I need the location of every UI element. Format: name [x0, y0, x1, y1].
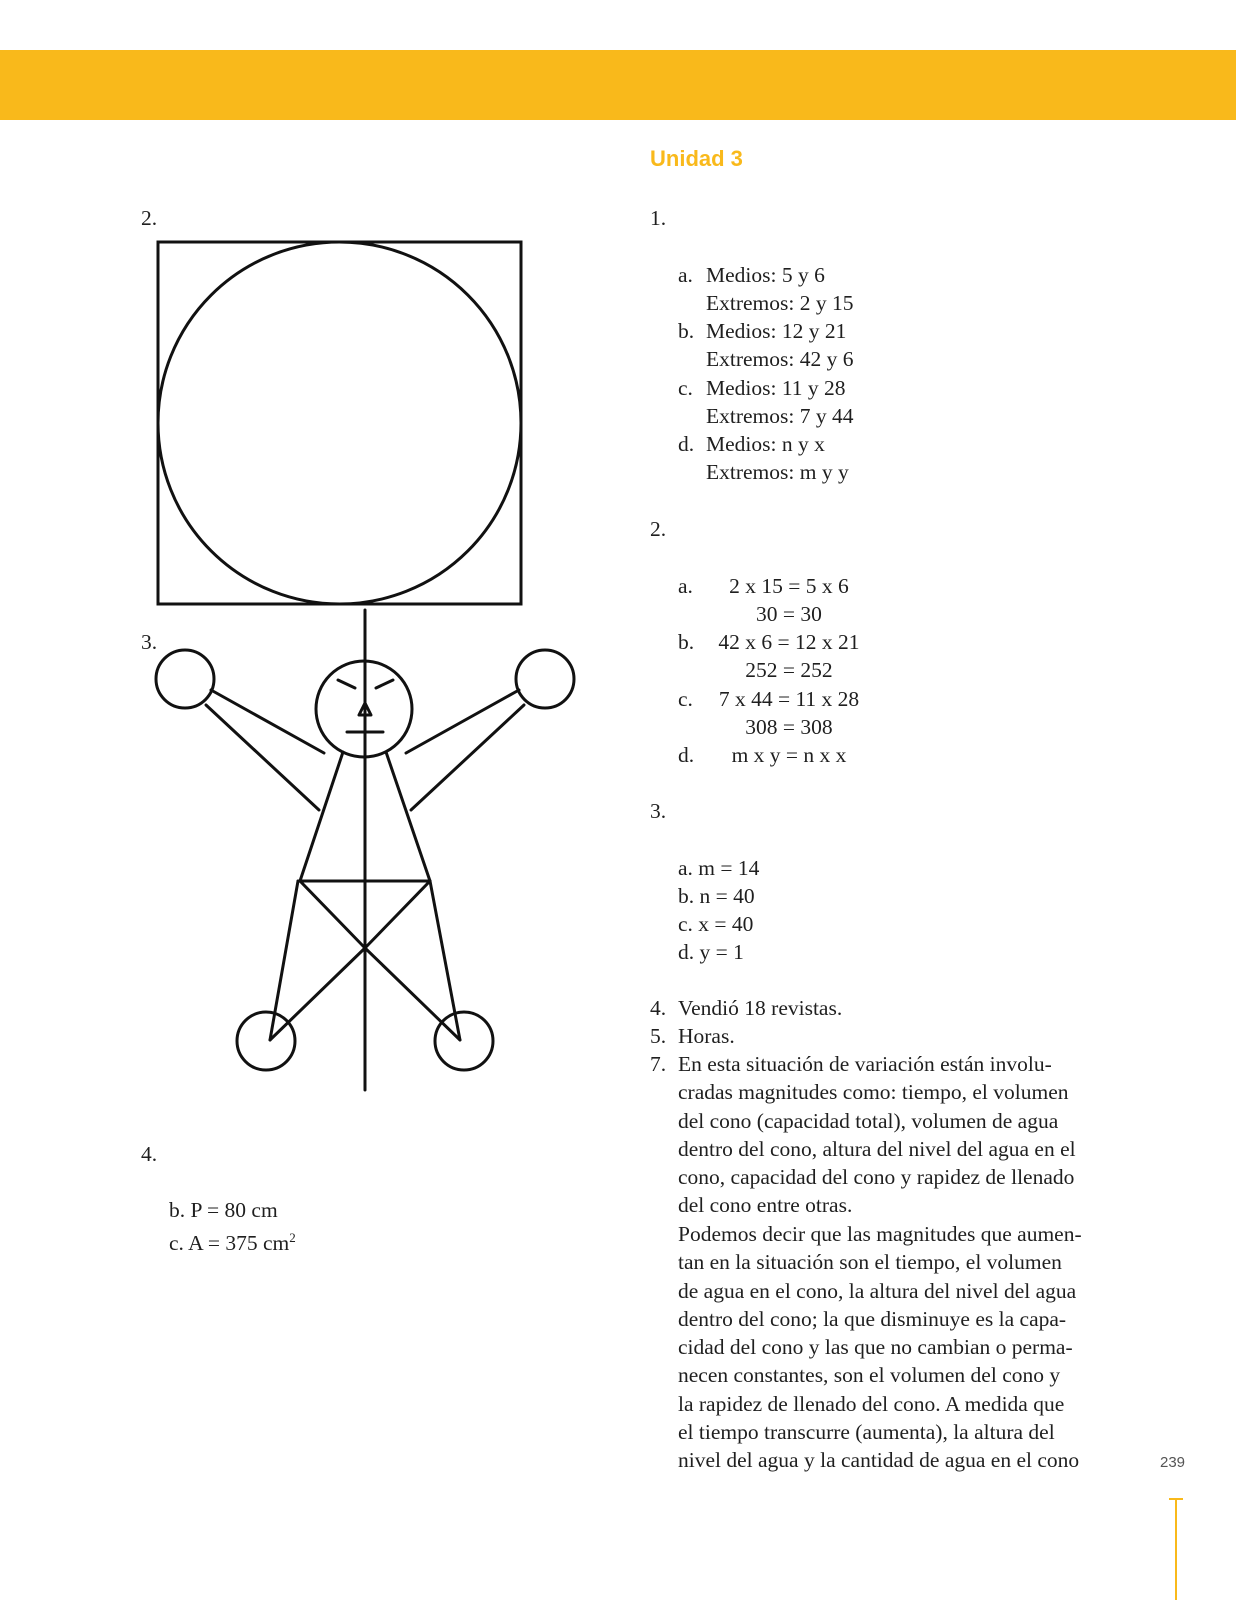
answer-letter: b.	[678, 319, 695, 343]
ex1-b-extremos: Extremos: 42 y 6	[706, 347, 854, 371]
answer-text: m = 14	[698, 856, 760, 880]
ex7-line: del cono (capacidad total), volumen de agua	[678, 1108, 1059, 1133]
ex7-line: cradas magnitudes como: tiempo, el volumen	[678, 1080, 1069, 1105]
stick-figure-drawing	[150, 608, 580, 1092]
ex2-a-line1: 2 x 15 = 5 x 6	[729, 574, 849, 598]
ex7-line: dentro del cono; la que disminuye es la capa-	[678, 1306, 1067, 1331]
inscribed-circle-shape	[158, 242, 521, 604]
left-exercise-4-label: 4.	[141, 1142, 158, 1166]
ex1-answer-c	[678, 374, 693, 402]
ex7-line: del cono entre otras.	[678, 1193, 853, 1218]
answer-letter: c.	[678, 912, 693, 936]
answer-letter: d.	[678, 940, 695, 964]
figure-left-foot	[237, 1012, 295, 1070]
ex1-answer-d	[678, 430, 694, 458]
figure-right-eyebrow	[376, 680, 393, 688]
answer-letter: a.	[678, 856, 693, 880]
figure-hip-diagonal-left	[300, 881, 365, 948]
answer-text: x = 40	[698, 912, 754, 936]
figure-left-arm-lower	[206, 705, 319, 810]
answer-text: y = 1	[699, 940, 744, 964]
left-ex4-answer-b	[169, 1196, 278, 1224]
ex4-text: Vendió 18 revistas.	[678, 996, 843, 1020]
ex2-d-line1: m x y = n x x	[731, 743, 847, 767]
figure-left-hand	[156, 650, 214, 708]
figure-right-arm-lower	[411, 705, 524, 810]
ex2-c-line2: 308 = 308	[745, 715, 833, 739]
ex2-b-letter: b.	[678, 630, 695, 654]
figure-left-arm-upper	[211, 690, 324, 753]
ex2-d-letter: d.	[678, 743, 695, 767]
ex7-paragraph-2	[678, 1220, 1128, 1475]
superscript-exponent: 2	[289, 1230, 296, 1245]
ex7-line: el tiempo transcurre (aumenta), la altura del	[678, 1420, 1055, 1445]
answer-text: A = 375 cm	[188, 1231, 290, 1256]
ex1-d-medios: Medios: n y x	[706, 432, 825, 456]
ex7-line: cidad del cono y las que no cambian o perma-	[678, 1335, 1073, 1360]
figure-hip-diagonal-right	[365, 881, 430, 948]
ex1-answer-b	[678, 317, 694, 345]
ex3-answer-d	[678, 938, 744, 966]
answer-text: n = 40	[699, 884, 755, 908]
answer-letter: b.	[678, 884, 695, 908]
ex1-c-extremos: Extremos: 7 y 44	[706, 404, 854, 428]
answer-letter: a.	[678, 263, 693, 287]
ex2-a-letter: a.	[678, 574, 693, 598]
right-exercise-3-label: 3.	[650, 799, 667, 823]
ex7-line: cono, capacidad del cono y rapidez de llenado	[678, 1165, 1075, 1190]
figure-left-neck-line	[300, 752, 343, 881]
ex7-line: de agua en el cono, la altura del nivel del agua	[678, 1278, 1077, 1303]
page-marker-line	[1175, 1498, 1177, 1600]
ex3-answer-a	[678, 854, 759, 882]
ex5-text: Horas.	[678, 1024, 735, 1048]
ex7-line: En esta situación de variación están involu-	[678, 1052, 1052, 1076]
left-ex4-answer-c	[169, 1224, 296, 1257]
ex7-line: Podemos decir que las magnitudes que aumen-	[678, 1222, 1082, 1246]
ex7-line: tan en la situación son el tiempo, el volumen	[678, 1250, 1062, 1275]
answer-text: P = 80 cm	[190, 1198, 278, 1222]
figure-right-neck-line	[386, 752, 430, 881]
ex7-line: necen constantes, son el volumen del cono y	[678, 1363, 1061, 1388]
circle-in-square-figure	[155, 240, 525, 610]
square-shape	[158, 242, 521, 604]
ex7-paragraph-1	[678, 1050, 1128, 1220]
ex7-line: dentro del cono, altura del nivel del agua en el	[678, 1136, 1076, 1161]
ex1-a-extremos: Extremos: 2 y 15	[706, 291, 854, 315]
ex5-num: 5.	[650, 1024, 667, 1048]
ex1-answer-a	[678, 261, 693, 289]
answer-letter: d.	[678, 432, 695, 456]
left-exercise-2-label: 2.	[141, 206, 158, 230]
ex3-answer-c	[678, 910, 753, 938]
right-exercise-2-label: 2.	[650, 517, 667, 541]
ex7-num: 7.	[650, 1052, 667, 1076]
ex3-answer-b	[678, 882, 755, 910]
ex4-num: 4.	[650, 996, 667, 1020]
ex1-d-extremos: Extremos: m y y	[706, 460, 849, 484]
left-exercise-3-label: 3.	[141, 630, 158, 654]
right-exercise-1-label: 1.	[650, 206, 667, 230]
unit-title: Unidad 3	[650, 146, 743, 171]
header-color-band	[0, 50, 1236, 120]
ex2-c-line1: 7 x 44 = 11 x 28	[718, 687, 860, 711]
ex7-line: la rapidez de llenado del cono. A medida que	[678, 1391, 1065, 1416]
ex1-a-medios: Medios: 5 y 6	[706, 263, 825, 287]
answer-letter: c.	[678, 376, 693, 400]
ex2-c-letter: c.	[678, 687, 693, 711]
answer-letter: c.	[169, 1231, 184, 1256]
figure-right-foot	[435, 1012, 493, 1070]
ex2-a-line2: 30 = 30	[756, 602, 822, 626]
figure-left-eyebrow	[338, 680, 355, 688]
figure-right-arm-upper	[406, 690, 519, 753]
ex1-b-medios: Medios: 12 y 21	[706, 319, 847, 343]
ex1-c-medios: Medios: 11 y 28	[706, 376, 846, 400]
ex2-b-line2: 252 = 252	[745, 658, 833, 682]
page-number: 239	[1160, 1454, 1186, 1471]
figure-right-hand	[516, 650, 574, 708]
ex2-b-line1: 42 x 6 = 12 x 21	[718, 630, 860, 654]
ex7-line: nivel del agua y la cantidad de agua en el cono	[678, 1448, 1080, 1473]
answer-letter: b.	[169, 1198, 186, 1222]
